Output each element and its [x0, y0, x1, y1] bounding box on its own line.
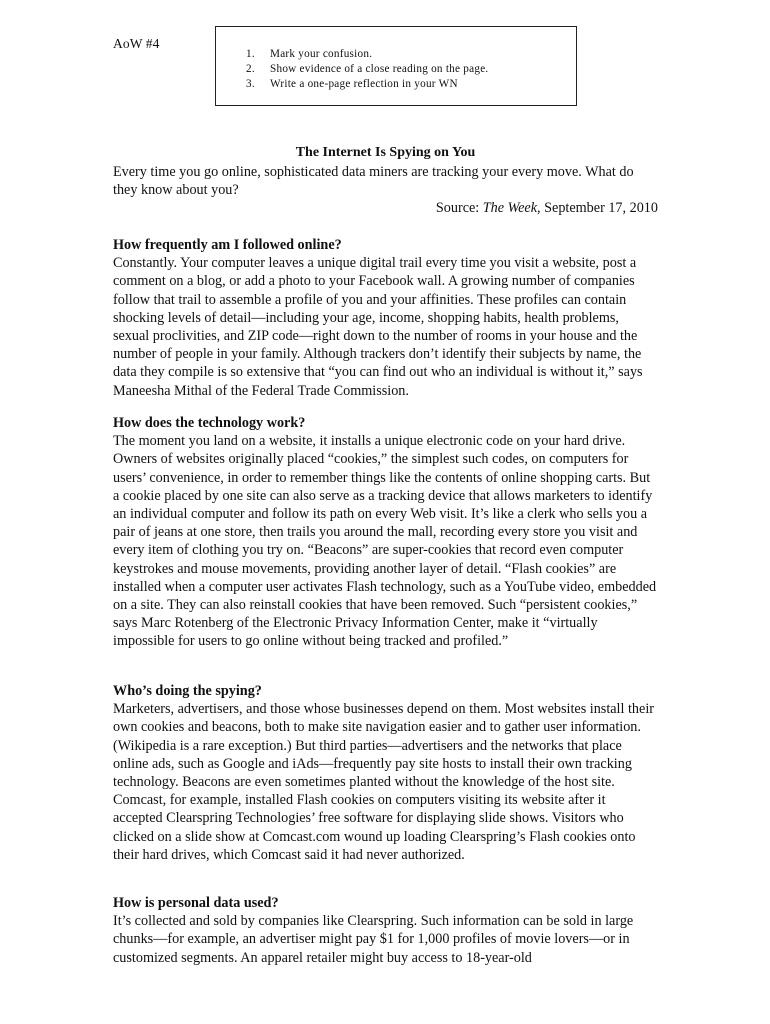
- article-intro: Every time you go online, sophisticated data miners are tracking your every move. What do they know about you?: [113, 164, 634, 199]
- section-heading: Who’s doing the spying?: [113, 683, 262, 699]
- section-heading: How does the technology work?: [113, 415, 306, 431]
- section-technology: [113, 414, 658, 651]
- assignment-label: AoW #4: [113, 36, 160, 51]
- instruction-text: Write a one-page reflection in your WN: [270, 78, 458, 90]
- instruction-number: 1.: [246, 48, 255, 60]
- article-title: The Internet Is Spying on You: [295, 145, 476, 160]
- instruction-item: [246, 47, 488, 62]
- source-prefix: Source:: [435, 200, 483, 217]
- section-followed-online: [113, 236, 658, 400]
- section-body: The moment you land on a website, it installs a unique electronic code on your hard drive. Owners of websites originally placed “cookies,” the simplest such codes, on computers for users’ convenience, in order to remember things like the contents of online shopping carts. But a cookie placed by one site can also serve as a tracking device that allows marketers to identify an individual computer and follow its path on every Web visit. It’s like a clerk who sells you a pair of jeans at one store, then trails you around the mall, recording every store you visit and every item of clothing you try on. “Beacons” are super-cookies that record even computer keystrokes and mouse movements, providing another layer of detail. “Flash cookies” are installed when a computer user activates Flash technology, such as a YouTube video, embedded on a site. They can also reinstall cookies that have been removed. Such “persistent cookies,” says Marc Rotenberg of the Electronic Privacy Information Center, make it “virtually impossible for users to go online without being tracked and profiled.”: [113, 433, 657, 650]
- section-who-spying: [113, 682, 658, 864]
- section-heading: How frequently am I followed online?: [113, 237, 342, 253]
- section-heading: How is personal data used?: [113, 895, 279, 911]
- source-publication: The Week: [482, 200, 538, 217]
- instruction-text: Mark your confusion.: [270, 48, 373, 60]
- instruction-text: Show evidence of a close reading on the page.: [270, 63, 489, 75]
- instruction-number: 2.: [246, 63, 255, 75]
- section-personal-data: [113, 894, 658, 967]
- article-intro-block: [113, 163, 658, 218]
- instruction-number: 3.: [246, 78, 255, 90]
- instruction-item: [246, 62, 488, 77]
- section-body: Constantly. Your computer leaves a unique digital trail every time you visit a website, post a comment on a blog, or add a photo to your Facebook wall. A growing number of companies follow that trail to assemble a profile of you and your affinities. These profiles can contain shocking levels of detail—including your age, income, shopping habits, health problems, sexual proclivities, and ZIP code—right down to the number of rooms in your house and the number of people in your family. Although trackers don’t identify their subjects by name, the data they compile is so extensive that “you can find out who an individual is without it,” says Maneesha Mithal of the Federal Trade Commission.: [113, 255, 643, 399]
- instructions-box: [215, 26, 577, 106]
- source-date: , September 17, 2010: [537, 200, 658, 217]
- instruction-item: [246, 77, 488, 92]
- section-body: Marketers, advertisers, and those whose businesses depend on them. Most websites install their own cookies and beacons, both to make site navigation easier and to gather user information. (Wikipedia is a rare exception.) But third parties—advertisers and the networks that place online ads, such as Google and iAds—frequently pay site hosts to install their own tracking technology. Beacons are even sometimes planted without the knowledge of the host site. Comcast, for example, installed Flash cookies on computers visiting its website after it accepted Clearspring Technologies’ free software for displaying slide shows. Visitors who clicked on a slide show at Comcast.com wound up loading Clearspring’s Flash cookies onto their hard drives, which Comcast said it had never authorized.: [113, 701, 654, 863]
- section-body: It’s collected and sold by companies like Clearspring. Such information can be sold in large chunks—for example, an advertiser might pay $1 for 1,000 profiles of movie lovers—or in customized segments. An apparel retailer might buy access to 18-year-old: [113, 913, 634, 966]
- article-source: [113, 199, 658, 217]
- instructions-list: [246, 47, 488, 92]
